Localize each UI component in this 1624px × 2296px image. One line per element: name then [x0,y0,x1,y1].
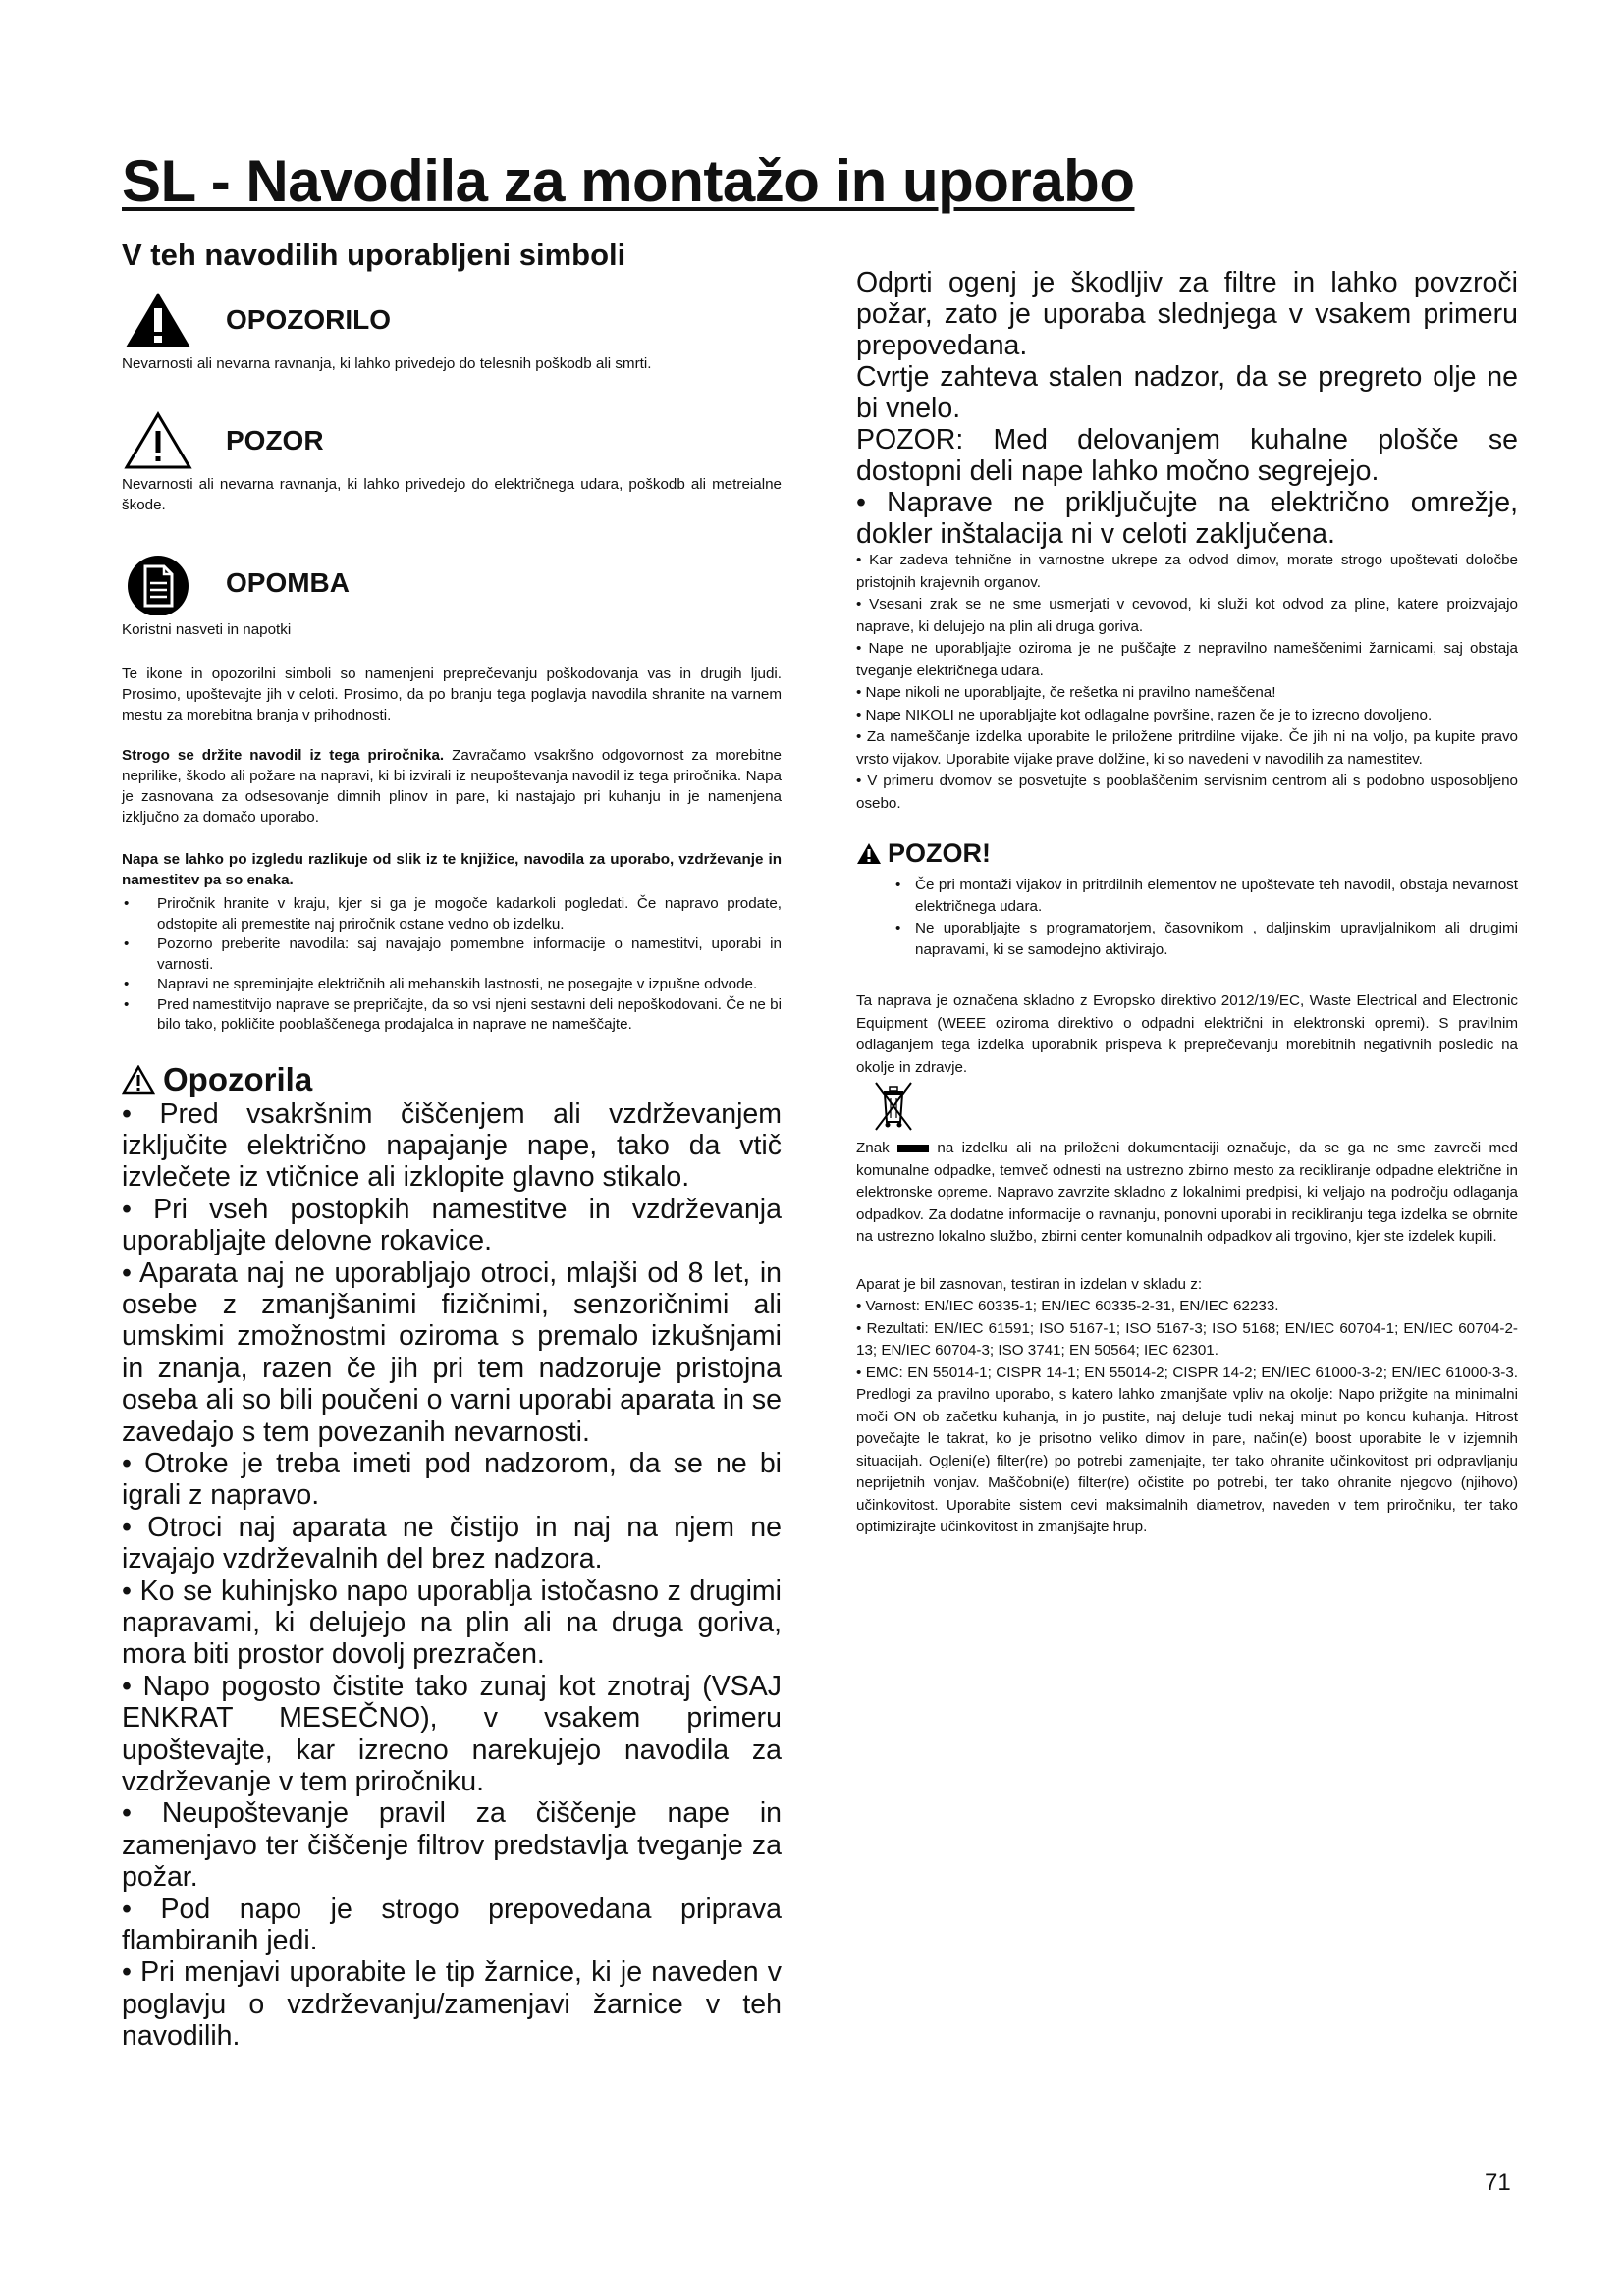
list-item: • Otroci naj aparata ne čistijo in naj na njem ne izvajajo vzdrževalnih del brez nadzora. [122,1511,782,1575]
list-item: • Če pri montaži vijakov in pritrdilnih elementov ne upoštevate teh navodil, obstaja nevarnost električnega udara. [895,875,1518,918]
list-item: • Nape nikoli ne uporabljajte, če rešetka ni pravilno nameščena! [856,684,1276,701]
intro-paragraph: Te ikone in opozorilni simboli so namenjeni preprečevanju poškodovanja vas in drugih ljudi. Prosimo, upoštevajte jih v celoti. Prosimo, da po branju tega poglavja navodila shranite na varnem mestu za morebitna branja v prihodnosti. [122,666,782,723]
warning-label: OPOZORILO [226,304,391,335]
list-item: • Nape NIKOLI ne uporabljajte kot odlagalne površine, razen če je to izrecno dovoljeno. [856,706,1433,723]
list-item: • Pred namestitvijo naprave se prepričajte, da so vsi njeni sestavni deli nepoškodovani. Če ne bi bilo tako, pokličite pooblaščenega prodajalca in naprave ne nameščajte. [122,995,782,1036]
standards-intro: Aparat je bil zasnovan, testiran in izdelan v skladu z: [856,1275,1203,1293]
page-number: 71 [1485,2169,1511,2196]
weee-symbol-label: Znak [856,1140,890,1156]
list-item: • EMC: EN 55014-1; CISPR 14-1; EN 55014-2; CISPR 14-2; EN/IEC 61000-3-2; EN/IEC 61000-3-3. Predlogi za pravilno uporabo, s katero lahko zmanjšate vpliv na okolje: Napo prižgite na minimalni moči ON ob začetku kuhanja, in jo pustite, naj deluje tudi nekaj minut po koncu kuhanja. Hitrost povečajte le takrat, ko je prisotno veliko dimov in pare, način(e) boost uporabite le v izjemnih situacijah. Ogleni(e) filter(re) po potrebi zamenjajte, ter tako ohranite učinkovitost pri odpravljanju neprijetnih vonjav. Maščobni(e) filter(re) očistite po potrebi, ter tako ohranite njegovo (njihovo) učinkovitost. Uporabite sistem cevi maksimalnih diametrov, naveden v tem priročniku, ter tako optimizirajte učinkovitost in zmanjšajte hrup. [856,1363,1518,1535]
opozorila-label: Opozorila [163,1060,313,1097]
list-item: • Pri menjavi uporabite le tip žarnice, ki je naveden v poglavju o vzdrževanju/zamenjavi žarnice v teh navodilih. [122,1956,782,2053]
page-title: SL - Navodila za montažo in uporabo [122,148,1135,214]
list-item: • Neupoštevanje pravil za čiščenje nape in zamenjavo ter čiščenje filtrov predstavlja tveganje za požar. [122,1797,782,1894]
weee-paragraph: Ta naprava je označena skladno z Evropsko direktivo 2012/19/EC, Waste Electrical and Electronic Equipment (WEEE oziroma direktivo o odpadni električni in elektronski opremi). S pravilnim odlaganjem tega izdelka uporabnik prispeva k preprečevanju morebitnih negativnih posledic na okolje in zdravje. [856,992,1518,1076]
weee-section [856,990,1518,1249]
list-item: • Pozorno preberite navodila: saj navajajo pomembne informacije o namestitvi, uporabi in varnosti. [122,934,782,975]
opozorila-list [122,1098,782,2053]
warning-filled-triangle-icon [856,842,882,865]
paragraph: Cvrtje zahteva stalen nadzor, da se pregreto olje ne bi vnelo. [856,361,1518,424]
list-item: • Nape ne uporabljajte oziroma je ne puščajte z nepravilno nameščenimi žarnicami, saj obstaja tveganje električnega udara. [856,640,1518,679]
pozor-label: POZOR! [888,838,991,868]
weee-symbol-paragraph [856,1138,1518,1249]
intro-list [122,894,782,1036]
list-item: • Za nameščanje izdelka uporabite le priložene pritrdilne vijake. Če jih ni na voljo, pa kupite pravo vrsto vijakov. Uporabite vijake prave dolžine, ki so navedeni v navodilih za namestitev. [856,728,1518,768]
strict-instructions-paragraph [122,745,782,828]
note-symbol [122,551,782,615]
paragraph: • Naprave ne priključujte na električno omrežje, dokler inštalacija ni v celoti zaključena. [856,487,1518,550]
caution-label: POZOR [226,425,324,455]
crossed-bin-icon [872,1081,915,1134]
paragraph: POZOR: Med delovanjem kuhalne plošče se dostopni deli nape lahko močno segrejejo. [856,424,1518,487]
note-label: OPOMBA [226,567,350,598]
opozorila-heading [122,1061,782,1098]
list-item: • Napravi ne spreminjajte električnih ali mehanskih lastnosti, ne posegajte v izpušne odvode. [122,975,782,995]
warning-filled-triangle-icon [124,291,192,349]
list-item: • Vsesani zrak se ne sme usmerjati v cevovod, ki služi kot odvod za pline, katere proizvajajo naprave, ki delujejo na plin ali druga goriva. [856,596,1518,635]
note-text: Koristni nasveti in napotki [122,621,292,638]
pozor-list [856,875,1518,961]
strict-instructions-text: Zavračamo vsakršno odgovornost za morebitne neprilike, škodo ali požare na napravi, ki bi izvirali iz neupoštevanja navodil iz tega priročnika. Napa je zasnovana za odsesovanje dimnih plinov in pare, ki nastajajo pri kuhanju in je namenjena izključno za domačo uporabo. [122,747,782,826]
list-item: • Pod napo je strogo prepovedana priprava flambiranih jedi. [122,1893,782,1957]
note-document-icon [124,551,192,615]
list-item: • Pri vseh postopkih namestitve in vzdrževanja uporabljajte delovne rokavice. [122,1193,782,1257]
list-item: • Napo pogosto čistite tako zunaj kot znotraj (VSAJ ENKRAT MESEČNO), v vsakem primeru upoštevajte, kar izrecno narekujejo navodila za vzdrževanje v tem priročniku. [122,1670,782,1798]
paragraph: Odprti ogenj je škodljiv za filtre in lahko povzroči požar, zato je uporaba slednjega v vsakem primeru prepovedana. [856,267,1518,361]
left-column [122,291,782,2053]
list-item: • Otroke je treba imeti pod nadzorom, da se ne bi igrali z napravo. [122,1447,782,1512]
list-item: • Rezultati: EN/IEC 61591; ISO 5167-1; ISO 5167-3; ISO 5168; EN/IEC 60704-1; EN/IEC 60704-2-13; EN/IEC 60704-3; ISO 3741; EN 50564; IEC 62301. [856,1319,1518,1359]
list-item: • V primeru dvomov se posvetujte s pooblaščenim servisnim centrom ali s podobno usposobljeno osebo. [856,773,1518,812]
list-item: • Aparata naj ne uporabljajo otroci, mlajši od 8 let, in osebe z zmanjšanimi fizičnimi, senzoričnimi ali umskimi zmožnostmi oziroma s premalo izkušnjami in znanja, razen če jih pri tem nadzoruje pristojna oseba ali so bili poučeni o varni uporabi aparata in se zavedajo s tem povezanih nevarnosti. [122,1256,782,1448]
warning-text: Nevarnosti ali nevarna ravnanja, ki lahko privedejo do telesnih poškodb ali smrti. [122,355,652,372]
list-item: • Varnost: EN/IEC 60335-1; EN/IEC 60335-2-31, EN/IEC 62233. [856,1298,1279,1314]
list-item: • Priročnik hranite v kraju, kjer si ga je mogoče kadarkoli pogledati. Če napravo prodate, odstopite ali premestite naj priročnik ostane vedno ob izdelku. [122,894,782,934]
page-subtitle: V teh navodilih uporabljeni simboli [122,238,626,272]
standards-section [856,1274,1518,1539]
strict-instructions-bold: Strogo se držite navodil iz tega priročnika. [122,747,445,764]
fire-safety-text [856,267,1518,550]
caution-symbol [122,411,782,470]
weee-symbol-text: na izdelku ali na priloženi dokumentaciji označuje, da se ga ne sme zavreči med komunalne odpadke, temveč odnesti na ustrezno zbirno mesto za recikliranje odpadne električne in elektronske opreme. Napravo zavrzite skladno z lokalnimi predpisi, ki veljajo na področju odlaganja odpadkov. Za dodatne informacije o ravnanju, ponovni uporabi in recikliranju tega izdelka se obrnite na ustrezno lokalno službo, zbirni center komunalnih odpadkov ali trgovino, kjer ste izdelek kupili. [856,1140,1518,1245]
safety-notes [856,550,1518,815]
pozor-heading [856,838,1518,869]
bar-symbol [897,1145,929,1152]
list-item: • Pred vsakršnim čiščenjem ali vzdrževanjem izključite električno napajanje nape, tako da vtič izvlečete iz vtičnice ali izklopite glavno stikalo. [122,1097,782,1194]
warning-outline-triangle-icon [122,1065,155,1095]
right-column [856,267,1518,1539]
warning-symbol [122,291,782,349]
list-item: • Ne uporabljajte s programatorjem, časovnikom , daljinskim upravljalnikom ali drugimi napravami, ki se samodejno aktivirajo. [895,918,1518,961]
list-item: • Kar zadeva tehnične in varnostne ukrepe za odvod dimov, morate strogo upoštevati določbe pristojnih krajevnih organov. [856,552,1518,591]
warning-outline-triangle-icon [124,411,192,470]
appearance-note: Napa se lahko po izgledu razlikuje od slik iz te knjižice, navodila za uporabo, vzdrževanje in namestitev pa so enaka. [122,851,782,888]
list-item: • Ko se kuhinjsko napo uporablja istočasno z drugimi napravami, ki delujejo na plin ali na druga goriva, mora biti prostor dovolj prezračen. [122,1575,782,1671]
caution-text: Nevarnosti ali nevarna ravnanja, ki lahko privedejo do električnega udara, poškodb ali metreialne škode. [122,476,782,513]
